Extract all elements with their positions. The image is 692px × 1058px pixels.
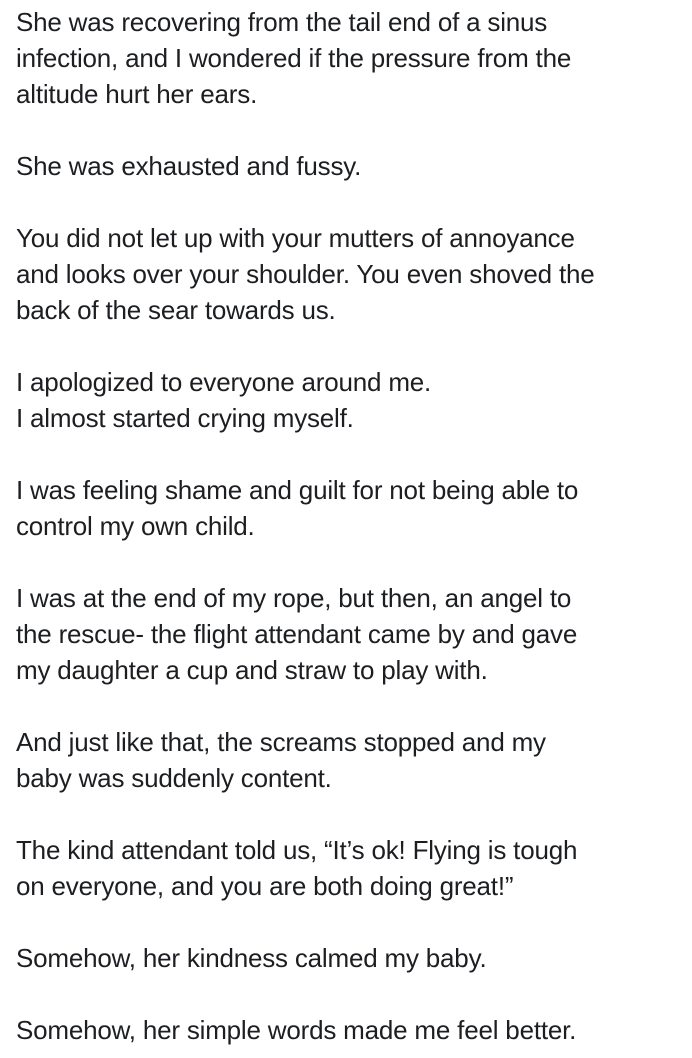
- post-paragraph: She was recovering from the tail end of a sinus infection, and I wondered if the pressure from the altitude hurt her ears.: [16, 7, 572, 109]
- post-paragraph: And just like that, the screams stopped and my baby was suddenly content.: [16, 727, 546, 793]
- post-paragraph: Somehow, her kindness calmed my baby.: [16, 943, 487, 973]
- post-paragraph: You did not let up with your mutters of annoyance and looks over your shoulder. You even shoved the back of the sear towards us.: [16, 223, 595, 325]
- post-paragraph: Somehow, her simple words made me feel better.: [16, 1015, 577, 1045]
- post-paragraph: I was at the end of my rope, but then, an angel to the rescue- the flight attendant came by and gave my daughter a cup and straw to play with.: [16, 583, 578, 685]
- post-paragraph: I apologized to everyone around me. I almost started crying myself.: [16, 367, 432, 433]
- post-paragraph: She was exhausted and fussy.: [16, 151, 362, 181]
- post-paragraph: The kind attendant told us, “It’s ok! Flying is tough on everyone, and you are both doing great!”: [16, 835, 578, 901]
- post-paragraph: I was feeling shame and guilt for not being able to control my own child.: [16, 475, 579, 541]
- post-body: [16, 4, 684, 1048]
